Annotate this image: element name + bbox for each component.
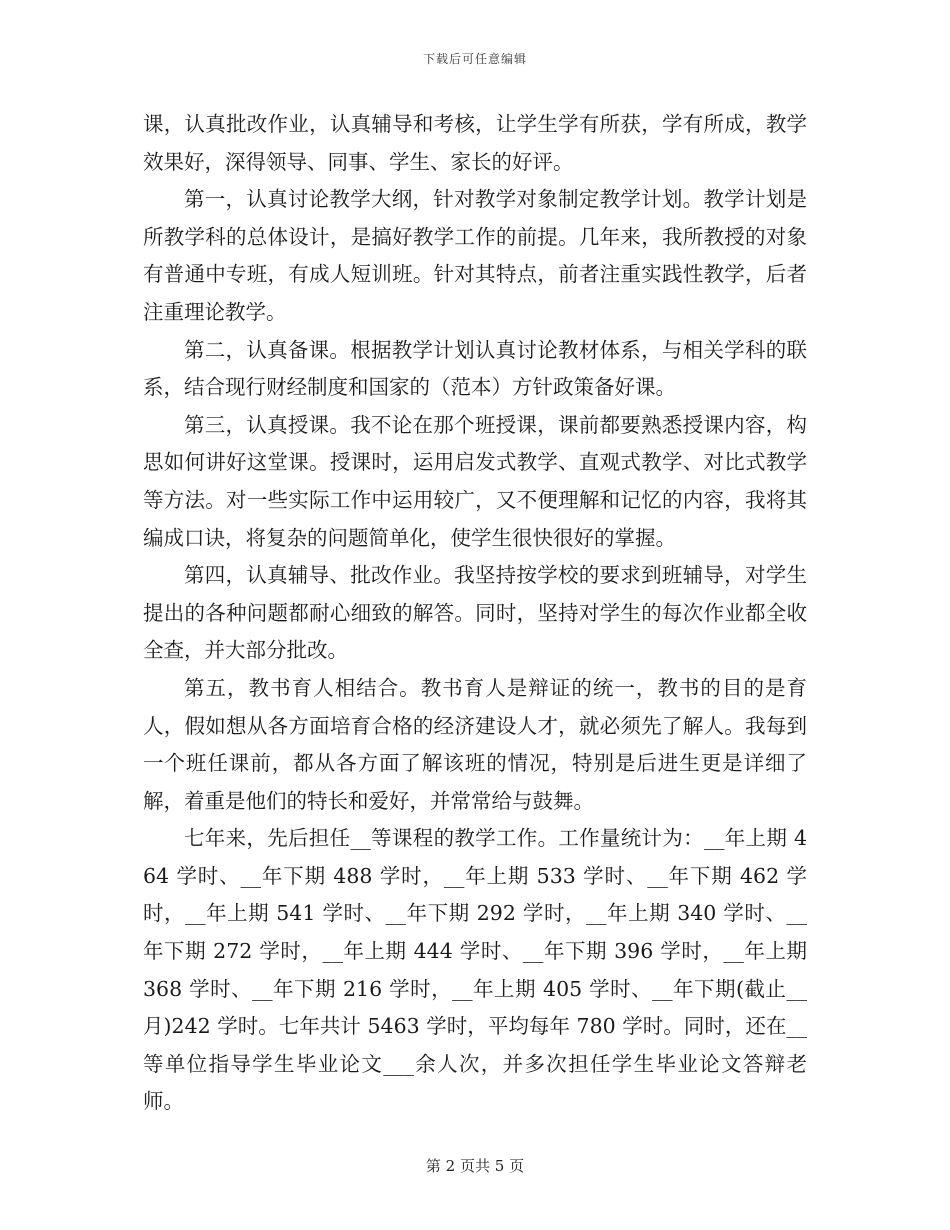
paragraph-fourth-point: 第四，认真辅导、批改作业。我坚持按学校的要求到班辅导，对学生提出的各种问题都耐心细致的解答。同时，坚持对学生的每次作业都全收全查，并大部分批改。: [143, 563, 807, 663]
paragraph-workload-summary: 七年来，先后担任__等课程的教学工作。工作量统计为：__年上期 464 学时、__年下期 488 学时，__年上期 533 学时、__年下期 462 学时，__年上期 541 学时、__年下期 292 学时，__年上期 340 学时、__年下期 272 学时，__年上期 444 学时、__年下期 396 学时，__年上期 368 学时、__年下期 216 学时，__年上期 405 学时、__年下期(截止__月)242 学时。七年共计 5463 学时，平均每年 780 学时。同时，还在__等单位指导学生毕业论文___余人次，并多次担任学生毕业论文答辩老师。: [143, 826, 807, 1114]
document-body: [143, 106, 807, 1121]
page-header: 下载后可任意编辑: [422, 52, 527, 66]
paragraph-third-point: 第三，认真授课。我不论在那个班授课，课前都要熟悉授课内容，构思如何讲好这堂课。授课时，运用启发式教学、直观式教学、对比式教学等方法。对一些实际工作中运用较广，又不便理解和记忆的内容，我将其编成口诀，将复杂的问题简单化，使学生很快很好的掌握。: [143, 412, 807, 550]
paragraph-first-point: 第一，认真讨论教学大纲，针对教学对象制定教学计划。教学计划是所教学科的总体设计，是搞好教学工作的前提。几年来，我所教授的对象有普通中专班，有成人短训班。针对其特点，前者注重实践性教学，后者注重理论教学。: [143, 187, 807, 324]
paragraph-second-point: 第二，认真备课。根据教学计划认真讨论教材体系，与相关学科的联系，结合现行财经制度和国家的（范本）方针政策备好课。: [143, 337, 807, 400]
page-number: 第 2 页共 5 页: [425, 1157, 525, 1175]
paragraph-fifth-point: 第五，教书育人相结合。教书育人是辩证的统一，教书的目的是育人，假如想从各方面培育合格的经济建设人才，就必须先了解人。我每到一个班任课前，都从各方面了解该班的情况，特别是后进生更是详细了解，着重是他们的特长和爱好，并常常给与鼓舞。: [143, 675, 807, 813]
paragraph-intro-continuation: 课，认真批改作业，认真辅导和考核，让学生学有所获，学有所成，教学效果好，深得领导、同事、学生、家长的好评。: [143, 112, 807, 174]
